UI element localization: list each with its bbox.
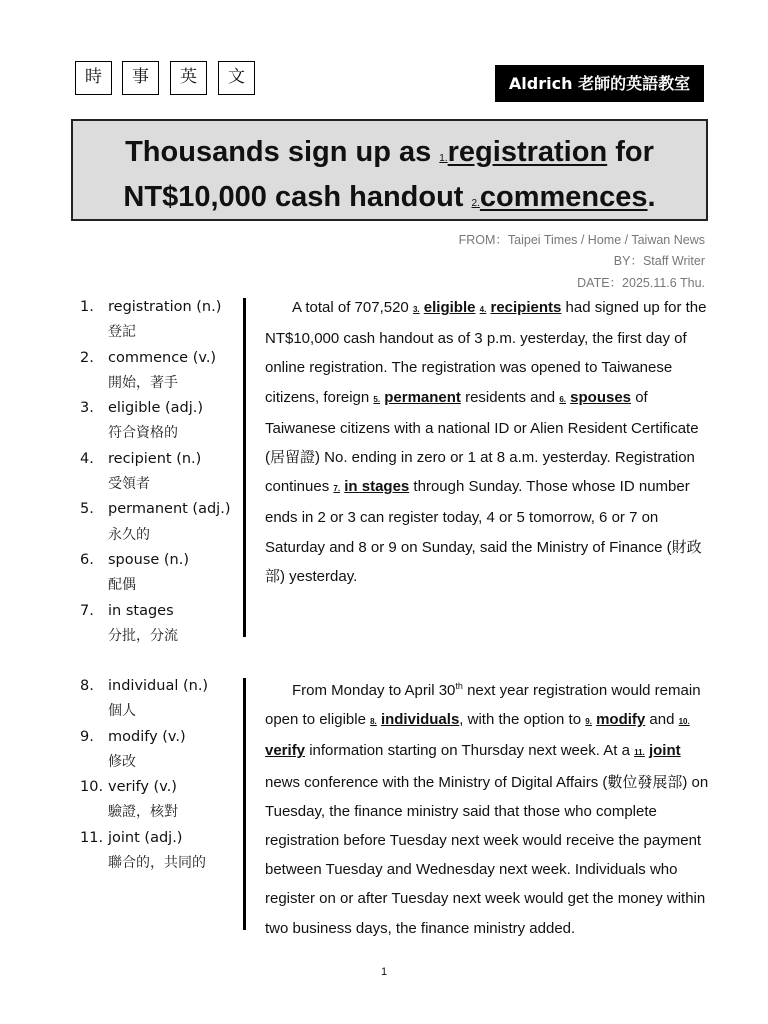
keyword: eligible xyxy=(423,299,476,316)
vocab-translation: 受領者 xyxy=(108,476,150,493)
vocab-number: 4. xyxy=(80,450,94,467)
vocab-number: 2. xyxy=(80,349,94,366)
vocab-number: 10. xyxy=(80,779,104,796)
keyword: in stages xyxy=(344,478,410,496)
vocab-number: 7. xyxy=(80,602,94,619)
body-text: From Monday to April 30 xyxy=(292,682,456,699)
column-divider xyxy=(243,678,246,930)
vocab-number: 9. xyxy=(585,717,592,727)
body-text: , with the option to xyxy=(459,711,586,729)
header-tag: 英 xyxy=(170,61,207,95)
body-text: information starting on Thursday next week. At a xyxy=(305,742,635,760)
vocab-translation: 配偶 xyxy=(108,577,136,594)
vocab-number: 7. xyxy=(333,484,341,494)
vocab-number: 10. xyxy=(678,717,690,727)
body-text: and xyxy=(645,711,679,729)
vocab-item xyxy=(80,447,240,498)
title-text: Thousands sign up as xyxy=(125,136,440,168)
vocab-number: 1. xyxy=(439,153,448,164)
vocab-translation: 分批，分流 xyxy=(108,627,178,644)
vocab-item xyxy=(80,548,240,599)
vocab-translation: 開始，著手 xyxy=(108,374,178,391)
vocab-translation: 聯合的，共同的 xyxy=(108,855,206,872)
vocab-list-2 xyxy=(80,674,240,876)
vocab-word: in stages xyxy=(108,602,174,619)
keyword: verify xyxy=(265,742,306,760)
vocab-number: 1. xyxy=(80,299,94,315)
vocab-number: 5. xyxy=(373,394,381,404)
title-keyword: registration xyxy=(447,136,608,168)
body-text: next year registration would remain open to eligible xyxy=(265,682,701,729)
vocab-number: 11. xyxy=(80,829,104,846)
vocab-number: 4. xyxy=(479,305,487,314)
page-number: 1 xyxy=(380,966,388,978)
keyword: joint xyxy=(648,742,681,760)
vocab-item xyxy=(80,674,240,725)
vocab-word: joint (adj.) xyxy=(108,829,183,846)
body-text: of Taiwanese citizens with a national ID or Alien Resident Certificate (居留證) No. ending in zero or 1 at 8 a.m. yesterday. Registration continues xyxy=(265,388,699,496)
vocab-word: recipient (n.) xyxy=(108,450,202,467)
vocab-item xyxy=(80,725,240,776)
vocab-translation: 符合資格的 xyxy=(108,425,178,442)
body-text: A total of 707,520 xyxy=(292,299,413,316)
vocab-item xyxy=(80,346,240,397)
vocab-word: registration (n.) xyxy=(108,299,222,315)
vocab-number: 5. xyxy=(80,501,94,518)
title-text: for xyxy=(607,136,654,168)
vocab-word: permanent (adj.) xyxy=(108,501,231,518)
vocab-item xyxy=(80,497,240,548)
vocab-number: 3. xyxy=(80,400,94,417)
keyword: individuals xyxy=(380,711,460,729)
vocab-word: verify (v.) xyxy=(108,779,177,796)
date-line: DATE：2025.11.6 Thu. xyxy=(577,276,705,290)
body-text: news conference with the Ministry of Digital Affairs (數位發展部) on Tuesday, the finance ministry said that those who complete registration before Tuesday next week would receive the payment between Tuesday and Wednesday next week. Individuals who register on or after Tuesday next week would get the money within two business days, the finance ministry added. xyxy=(265,773,709,937)
header-tag: 事 xyxy=(122,61,159,95)
title-text: NT$10,000 cash handout xyxy=(123,181,472,213)
body-text: through Sunday. Those whose ID number ends in 2 or 3 can register today, 4 or 5 tomorrow, 6 or 7 on Saturday and 8 or 9 on Sunday, said the Ministry of Finance (財政部) yesterday. xyxy=(265,478,702,585)
byline: BY：Staff Writer xyxy=(613,254,705,268)
vocab-number: 6. xyxy=(80,551,94,568)
vocab-item xyxy=(80,599,240,650)
vocab-word: commence (v.) xyxy=(108,349,217,366)
title-text: . xyxy=(647,181,656,213)
article-title xyxy=(71,119,708,221)
keyword: modify xyxy=(596,711,646,729)
title-keyword: commences xyxy=(479,181,648,213)
title-line-1 xyxy=(73,133,706,178)
keyword: spouses xyxy=(570,388,632,406)
brand-label: Aldrich 老師的英語教室 xyxy=(495,65,704,102)
vocab-item xyxy=(80,775,240,826)
ordinal-suffix: th xyxy=(455,681,463,691)
vocab-word: modify (v.) xyxy=(108,728,186,745)
vocab-word: individual (n.) xyxy=(108,678,209,694)
header-tag: 時 xyxy=(75,61,112,95)
vocab-number: 6. xyxy=(559,394,566,404)
source-line: FROM：Taipei Times / Home / Taiwan News xyxy=(458,233,705,247)
vocab-number: 9. xyxy=(80,728,94,745)
vocab-number: 8. xyxy=(370,717,377,727)
vocab-word: eligible (adj.) xyxy=(108,400,204,417)
vocab-item xyxy=(80,396,240,447)
vocab-translation: 個人 xyxy=(108,703,136,720)
body-text: residents and xyxy=(460,388,560,406)
keyword: recipients xyxy=(490,299,562,316)
column-divider xyxy=(243,298,246,637)
vocab-number: 11. xyxy=(634,748,645,758)
article-paragraph-1 xyxy=(265,293,710,591)
vocab-item xyxy=(80,295,240,346)
vocab-translation: 驗證，核對 xyxy=(108,804,178,821)
article-paragraph-2 xyxy=(265,672,710,943)
keyword: permanent xyxy=(384,388,461,406)
vocab-translation: 修改 xyxy=(108,753,136,770)
vocab-translation: 永久的 xyxy=(108,526,150,543)
header-tag: 文 xyxy=(218,61,255,95)
vocab-list-1 xyxy=(80,295,240,649)
vocab-translation: 登記 xyxy=(108,324,136,341)
vocab-item xyxy=(80,826,240,877)
vocab-number: 8. xyxy=(80,678,94,694)
vocab-number: 2. xyxy=(471,198,480,209)
vocab-word: spouse (n.) xyxy=(108,551,190,568)
vocab-number: 3. xyxy=(412,305,420,314)
title-line-2 xyxy=(73,178,706,223)
body-text: had signed up for the NT$10,000 cash handout as of 3 p.m. yesterday, the first day of online registration. The registration was opened to Taiwanese citizens, foreign xyxy=(265,299,707,406)
